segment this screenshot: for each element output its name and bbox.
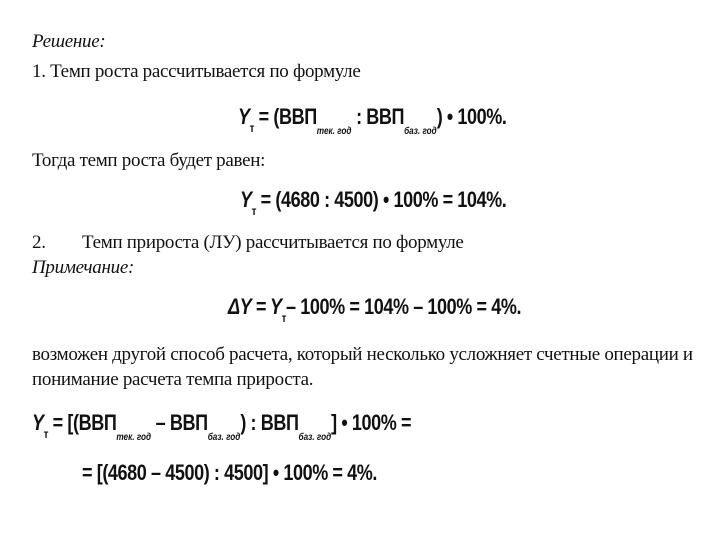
formula-alternative-calc: = [(4680 – 4500) : 4500] • 100% = 4%.	[82, 460, 378, 485]
formula-growth-calc: $Y_т = (4680$ : 4500) • 100% = 104%.	[240, 187, 507, 218]
formula-alternative: $Y_т = [(ВВП_{тек. год} - ВВП_{баз. год})$ : $ВВП_{баз. год}$] • 100% =	[32, 410, 412, 443]
then-text: Тогда темп роста будет равен:	[32, 150, 266, 171]
note-label: Примечание:	[32, 257, 134, 278]
formula-growth-rate: $Y_т = (ВВП_{тек. год}$ : $ВВП_{баз. год}$) • 100%.	[238, 104, 507, 137]
step1-text: 1. Темп роста рассчитывается по формуле	[32, 61, 361, 82]
solution-heading: Решение:	[32, 31, 106, 52]
paragraph-line-2: понимание расчета темпа прироста.	[32, 369, 314, 390]
paragraph-line-1: возможен другой способ расчета, который несколько усложняет счетные операции и	[32, 344, 693, 365]
step2-number: 2.	[32, 232, 46, 253]
step2-text: Темп прироста (ЛУ) рассчитывается по формуле	[82, 232, 464, 253]
formula-increment-rate: $\Delta Y = Y_т-$ 100% = 104% – 100% = 4%.	[228, 294, 522, 325]
